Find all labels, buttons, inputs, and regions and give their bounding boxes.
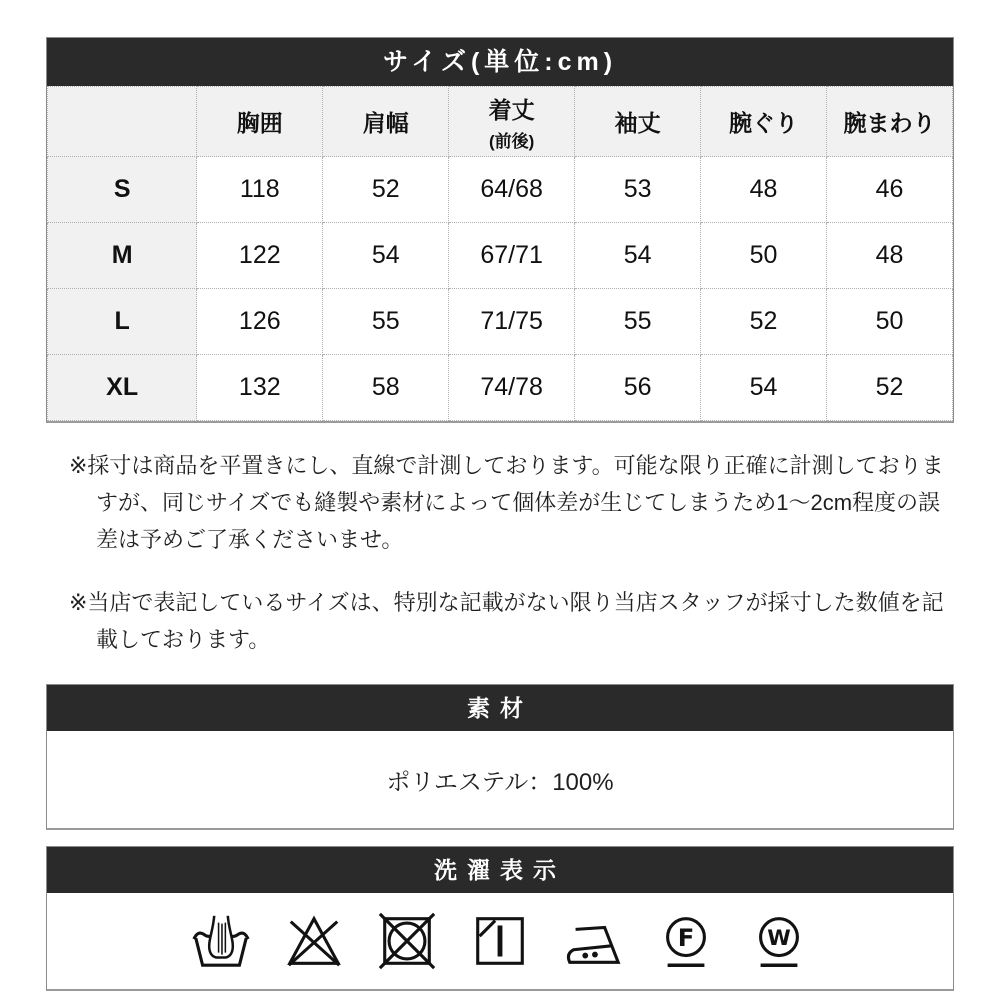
note-measurement-accuracy: ※採寸は商品を平置きにし、直線で計測しております。可能な限り正確に計測しておりますが、同じサイズでも縫製や素材によって個体差が生じてしまうため1〜2cm程度の誤差は予めご了承くださいませ。 — [69, 453, 944, 552]
column-header-sleeve: 袖丈 — [575, 87, 701, 157]
dry-clean-petroleum-gentle-icon — [655, 909, 717, 973]
size-table — [47, 86, 953, 421]
material-value: ポリエステル：100% — [386, 769, 614, 796]
cell-value: 52 — [701, 289, 827, 355]
iron-medium-heat-icon — [562, 909, 624, 973]
table-row-l — [48, 289, 953, 355]
cell-value: 64/68 — [449, 157, 575, 223]
wet-clean-gentle-icon — [748, 909, 810, 973]
cell-value: 50 — [827, 289, 953, 355]
cell-value: 54 — [701, 355, 827, 421]
cell-value: 118 — [197, 157, 323, 223]
care-panel-title: 洗濯表示 — [47, 847, 953, 893]
cell-value: 52 — [323, 157, 449, 223]
care-panel — [46, 846, 954, 991]
size-label: XL — [48, 355, 197, 421]
cell-value: 56 — [575, 355, 701, 421]
size-label: L — [48, 289, 197, 355]
table-row-xl — [48, 355, 953, 421]
cell-value: 55 — [323, 289, 449, 355]
column-header-length — [449, 87, 575, 157]
table-row-m — [48, 223, 953, 289]
size-panel — [46, 37, 954, 423]
column-header-chest: 胸囲 — [197, 87, 323, 157]
table-row-s — [48, 157, 953, 223]
cell-value: 132 — [197, 355, 323, 421]
measurement-notes — [46, 447, 954, 658]
column-header-shoulder: 肩幅 — [323, 87, 449, 157]
size-panel-title: サイズ(単位:cm) — [47, 38, 953, 86]
cell-value: 54 — [323, 223, 449, 289]
cell-value: 48 — [827, 223, 953, 289]
size-table-header-row — [48, 87, 953, 157]
svg-text:F: F — [677, 923, 695, 952]
size-label: M — [48, 223, 197, 289]
column-header-length-sub: (前後) — [488, 131, 535, 151]
column-header-armhole: 腕ぐり — [701, 87, 827, 157]
cell-value: 52 — [827, 355, 953, 421]
cell-value: 53 — [575, 157, 701, 223]
hang-dry-in-shade-icon — [469, 909, 531, 973]
size-table-corner-cell — [48, 87, 197, 157]
do-not-tumble-dry-icon — [376, 909, 438, 973]
column-header-length-main: 着丈 — [488, 96, 535, 123]
svg-text:W: W — [767, 925, 791, 951]
hand-wash-icon — [190, 909, 252, 973]
care-symbols-row — [47, 893, 953, 989]
material-panel-title: 素材 — [47, 685, 953, 731]
cell-value: 50 — [701, 223, 827, 289]
size-label: S — [48, 157, 197, 223]
cell-value: 46 — [827, 157, 953, 223]
cell-value: 54 — [575, 223, 701, 289]
cell-value: 122 — [197, 223, 323, 289]
material-panel — [46, 684, 954, 830]
cell-value: 67/71 — [449, 223, 575, 289]
cell-value: 48 — [701, 157, 827, 223]
column-header-arm-width: 腕まわり — [827, 87, 953, 157]
cell-value: 71/75 — [449, 289, 575, 355]
note-staff-measured: ※当店で表記しているサイズは、特別な記載がない限り当店スタッフが採寸した数値を記載しております。 — [69, 590, 944, 652]
cell-value: 126 — [197, 289, 323, 355]
cell-value: 58 — [323, 355, 449, 421]
cell-value: 74/78 — [449, 355, 575, 421]
do-not-bleach-icon — [283, 909, 345, 973]
cell-value: 55 — [575, 289, 701, 355]
